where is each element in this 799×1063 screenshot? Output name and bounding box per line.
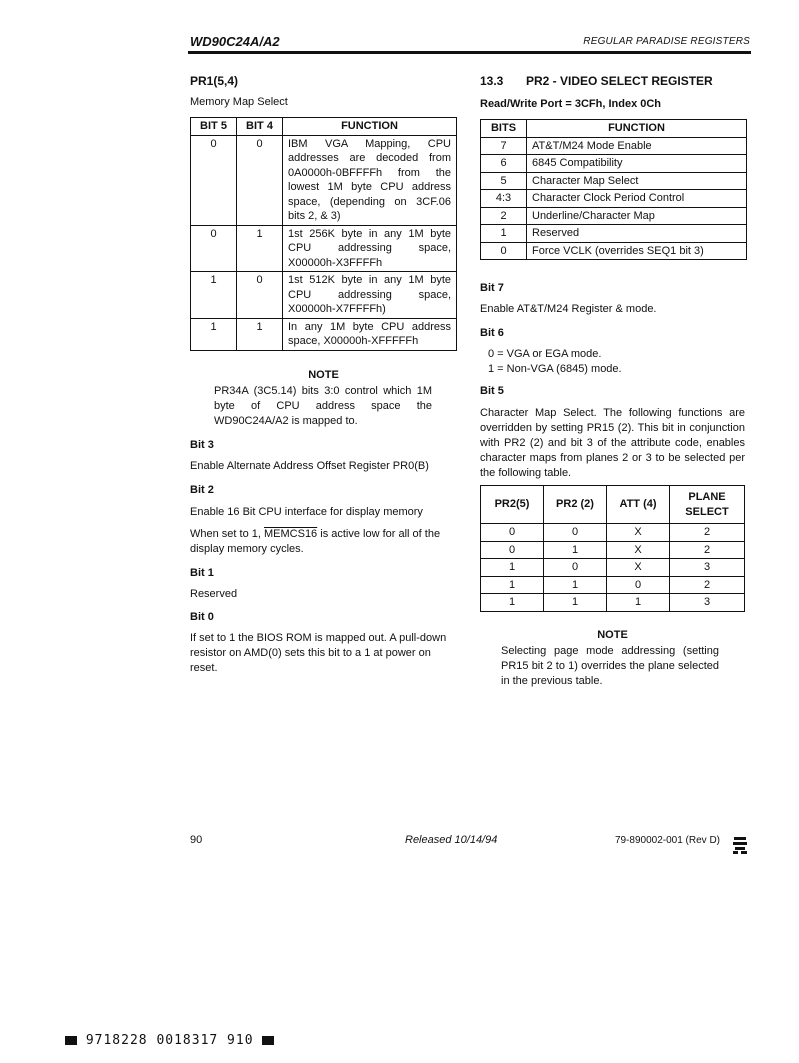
table-header-cell: PLANE SELECT (670, 486, 745, 524)
table-cell: 6 (481, 155, 527, 173)
bit2-text: Enable 16 Bit CPU interface for display memory (190, 506, 423, 518)
note2-text: Selecting page mode addressing (setting PR15 bit 2 to 1) overrides the plane selected in the previous table. (501, 645, 719, 687)
table-cell: 3 (670, 559, 745, 577)
table-cell: 0 (607, 576, 670, 594)
table-row (481, 155, 747, 173)
table-row (481, 242, 747, 260)
table-cell: 2 (670, 541, 745, 559)
table-row (481, 225, 747, 243)
plane-select-table (480, 485, 745, 612)
table-cell: 3 (670, 594, 745, 612)
table-cell: 7 (481, 137, 527, 155)
block-mark-icon (262, 1036, 274, 1045)
bit3-title: Bit 3 (190, 439, 214, 451)
bit5-title: Bit 5 (480, 385, 504, 397)
table-row (191, 272, 457, 319)
pr1-title: PR1(5,4) (190, 74, 239, 88)
scan-code-text: 9718228 0018317 910 (85, 1033, 254, 1048)
table-header-row (191, 118, 457, 136)
table-cell: 0 (544, 524, 607, 542)
table-cell: Character Clock Period Control (527, 190, 747, 208)
table-cell: 1 (237, 225, 283, 272)
table-row (481, 524, 745, 542)
note2-title: NOTE (597, 629, 628, 641)
bit6-line1: 0 = VGA or EGA mode. (488, 348, 602, 360)
table-cell: 0 (481, 242, 527, 260)
table-cell: 1 (607, 594, 670, 612)
port-line: Read/Write Port = 3CFh, Index 0Ch (480, 98, 662, 110)
table-row (481, 137, 747, 155)
table-row (481, 172, 747, 190)
table-cell: 1 (481, 559, 544, 577)
table-row (481, 594, 745, 612)
bit1-text: Reserved (190, 588, 238, 600)
table-cell: 1 (237, 318, 283, 350)
pr2-section-number: 13.3 (480, 74, 504, 88)
table-header-cell: ATT (4) (607, 486, 670, 524)
wd-logo-icon (733, 836, 747, 854)
table-cell: 0 (191, 135, 237, 225)
table-header-cell: PR2 (2) (544, 486, 607, 524)
table-cell: 1 (191, 272, 237, 319)
table-header-cell: BITS (481, 120, 527, 138)
table-cell: 1 (544, 594, 607, 612)
table-cell: 1st 256K byte in any 1M byte CPU addressing space, X00000h-X3FFFFh (283, 225, 457, 272)
table-cell: 1 (481, 594, 544, 612)
table-row (481, 576, 745, 594)
bit1-title: Bit 1 (190, 567, 214, 579)
scan-code (65, 1033, 274, 1048)
table-cell: IBM VGA Mapping, CPU addresses are decoded from 0A0000h-0BFFFFh from the lowest 1M byte CPU address space, (depending on 3CF.06 bits 2, & 3) (283, 135, 457, 225)
table-cell: 0 (481, 541, 544, 559)
doc-number: 79-890002-001 (Rev D) (614, 835, 720, 846)
bit6-line2: 1 = Non-VGA (6845) mode. (488, 363, 622, 375)
header-section: REGULAR PARADISE REGISTERS (583, 36, 750, 47)
table-header-cell: FUNCTION (283, 118, 457, 136)
table-row (481, 559, 745, 577)
table-cell: AT&T/M24 Mode Enable (527, 137, 747, 155)
note-text: PR34A (3C5.14) bits 3:0 control which 1M byte of CPU address space the WD90C24A/A2 is mapped to. (214, 385, 432, 427)
pr2-title: PR2 - VIDEO SELECT REGISTER (526, 74, 713, 88)
bit2-title: Bit 2 (190, 484, 214, 496)
table-row (481, 207, 747, 225)
header-product: WD90C24A/A2 (190, 34, 280, 49)
header-rule (188, 51, 751, 54)
memory-map-table (190, 117, 457, 351)
bit7-text: Enable AT&T/M24 Register & mode. (480, 303, 657, 315)
table-cell: 1st 512K byte in any 1M byte CPU addressing space, X00000h-X7FFFFh) (283, 272, 457, 319)
table-row (191, 318, 457, 350)
table-cell: Character Map Select (527, 172, 747, 190)
table-cell: Underline/Character Map (527, 207, 747, 225)
table-cell: 2 (481, 207, 527, 225)
table-header-row (481, 486, 745, 524)
table-header-cell: BIT 4 (237, 118, 283, 136)
table-cell: 0 (191, 225, 237, 272)
page-number: 90 (190, 834, 203, 846)
table-cell: In any 1M byte CPU address space, X00000h-XFFFFFh (283, 318, 457, 350)
table-row (191, 135, 457, 225)
table-cell: 2 (670, 524, 745, 542)
bit2-text2 (190, 527, 458, 557)
bit3-text: Enable Alternate Address Offset Register PR0(B) (190, 460, 429, 472)
pr1-subtitle: Memory Map Select (190, 96, 288, 108)
bit6-title: Bit 6 (480, 327, 504, 339)
bit0-text: If set to 1 the BIOS ROM is mapped out. A pull-down resistor on AMD(0) sets this bit to a 1 at power on reset. (190, 632, 447, 674)
table-cell: 1 (481, 576, 544, 594)
bit2-text2-pre: When set to 1, (190, 528, 261, 540)
table-cell: 0 (544, 559, 607, 577)
bit0-title: Bit 0 (190, 611, 214, 623)
table-row (481, 190, 747, 208)
bit2-text2-post: is active low for all of the display memory cycles. (190, 528, 441, 555)
memcs16-signal: MEMCS16 (264, 528, 318, 540)
table-header-cell: FUNCTION (527, 120, 747, 138)
table-cell: Reserved (527, 225, 747, 243)
table-cell: 5 (481, 172, 527, 190)
table-cell: 1 (481, 225, 527, 243)
table-cell: 1 (544, 541, 607, 559)
table-cell: X (607, 541, 670, 559)
table-cell: 1 (544, 576, 607, 594)
table-header-row (481, 120, 747, 138)
bit5-text: Character Map Select. The following functions are overridden by setting PR15 (2). This bit in conjunction with PR2 (2) and bit 3 of the attribute code, enables character maps from planes 2 or 3 to be selected per the following table. (480, 407, 745, 479)
table-row (481, 541, 745, 559)
release-date: Released 10/14/94 (405, 834, 498, 846)
table-cell: 0 (237, 272, 283, 319)
table-cell: 1 (191, 318, 237, 350)
table-row (191, 225, 457, 272)
table-cell: X (607, 524, 670, 542)
table-cell: 0 (481, 524, 544, 542)
table-cell: X (607, 559, 670, 577)
pr2-bits-table (480, 119, 747, 260)
table-cell: 6845 Compatibility (527, 155, 747, 173)
table-header-cell: PR2(5) (481, 486, 544, 524)
table-header-cell: BIT 5 (191, 118, 237, 136)
bit7-title: Bit 7 (480, 282, 504, 294)
table-cell: 4:3 (481, 190, 527, 208)
table-cell: 2 (670, 576, 745, 594)
table-cell: 0 (237, 135, 283, 225)
block-mark-icon (65, 1036, 77, 1045)
table-cell: Force VCLK (overrides SEQ1 bit 3) (527, 242, 747, 260)
note-title: NOTE (308, 369, 339, 381)
